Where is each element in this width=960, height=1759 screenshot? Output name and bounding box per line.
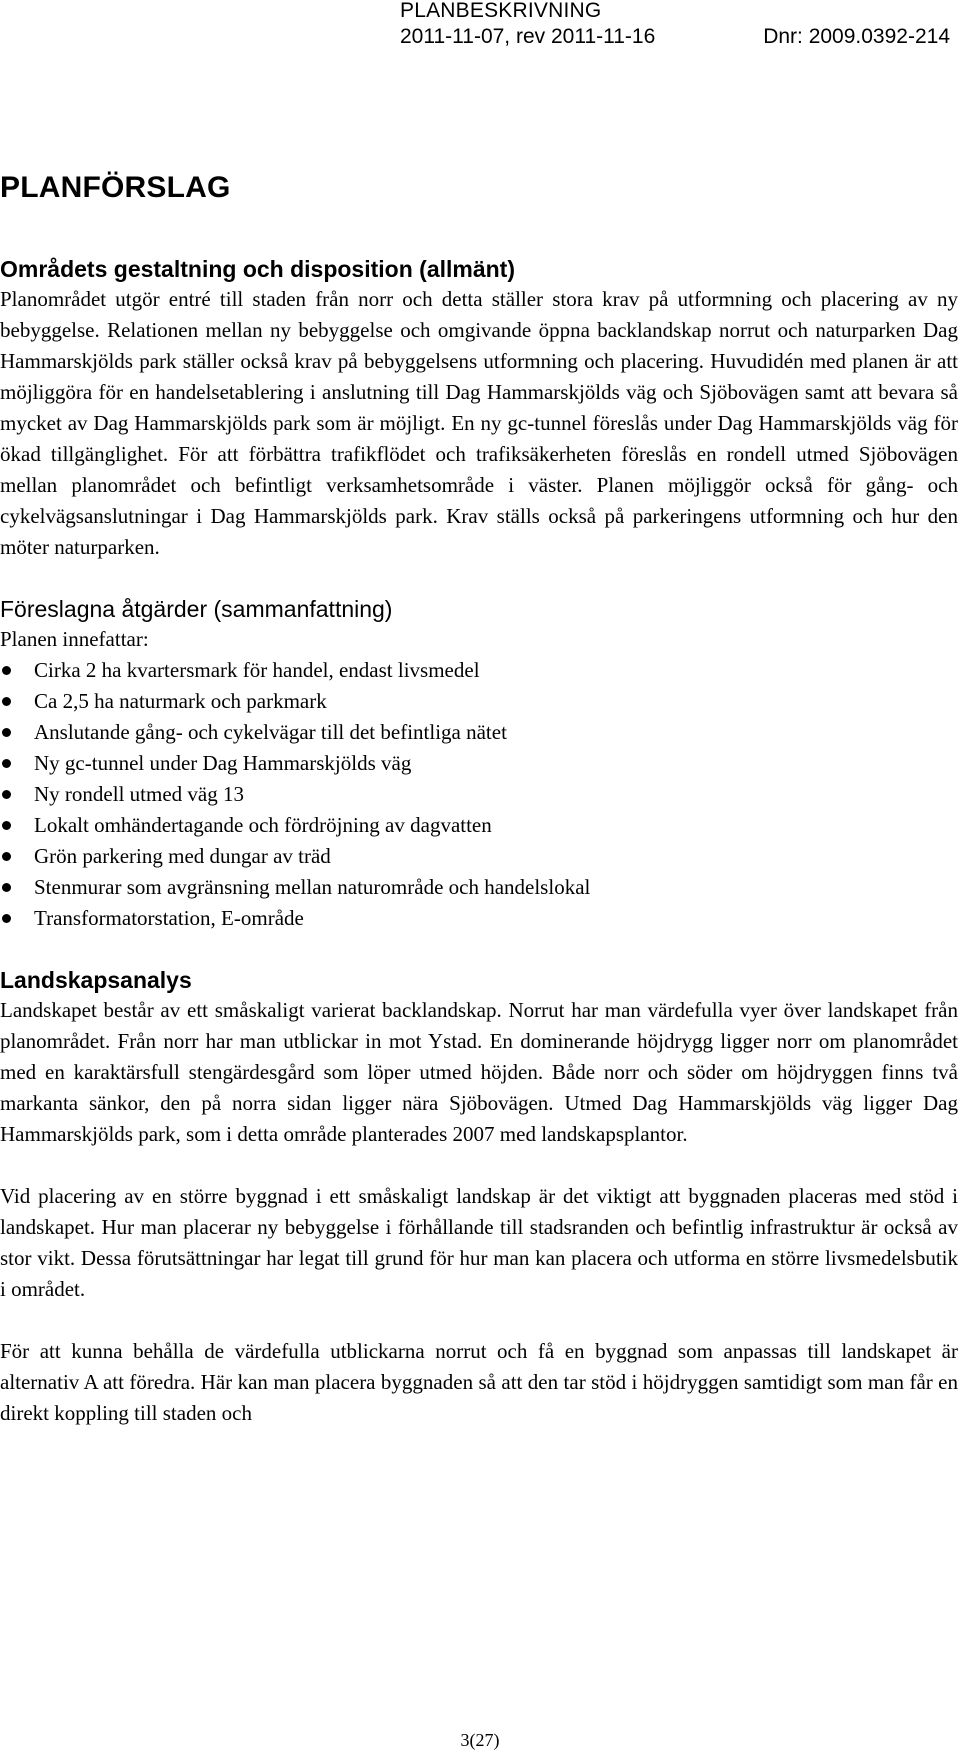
list-item-text: Lokalt omhändertagande och fördröjning av dagvatten bbox=[34, 813, 492, 837]
bullet-icon bbox=[2, 666, 11, 675]
spacer bbox=[0, 1150, 960, 1181]
bullet-icon bbox=[2, 697, 11, 706]
list-item bbox=[0, 903, 960, 934]
list-item bbox=[0, 779, 960, 810]
page-heading: PLANFÖRSLAG bbox=[0, 171, 231, 204]
list-item bbox=[0, 872, 960, 903]
bullet-icon bbox=[2, 790, 11, 799]
bullet-icon bbox=[2, 852, 11, 861]
list-item-text: Stenmurar som avgränsning mellan naturområde och handelslokal bbox=[34, 875, 591, 899]
list-item bbox=[0, 841, 960, 872]
list-item-text: Ny gc-tunnel under Dag Hammarskjölds väg bbox=[34, 751, 412, 775]
list-item bbox=[0, 686, 960, 717]
page-number: 3(27) bbox=[460, 1730, 500, 1750]
spacer bbox=[0, 934, 960, 965]
document-reference-number: Dnr: 2009.0392-214 bbox=[763, 25, 950, 48]
page-header bbox=[400, 0, 960, 60]
spacer bbox=[0, 1305, 960, 1336]
list-item bbox=[0, 655, 960, 686]
list-item-text: Transformatorstation, E-område bbox=[34, 906, 304, 930]
section-paragraph-landskap-2: Vid placering av en större byggnad i ett småskaligt landskap är det viktigt att byggnaden placeras med stöd i landskapet. Hur man placerar ny bebyggelse i förhållande till stadsranden och befintlig infrastruktur är också av stor vikt. Dessa förutsättningar har legat till grund för hur man kan placera och utforma en större livsmedelsbutik i området. bbox=[0, 1184, 958, 1301]
list-item-text: Anslutande gång- och cykelvägar till det befintliga nätet bbox=[34, 720, 507, 744]
list-item bbox=[0, 748, 960, 779]
document-body bbox=[0, 170, 960, 1429]
section-paragraph-gestaltning: Planområdet utgör entré till staden från norr och detta ställer stora krav på utformning och placering av ny bebyggelse. Relationen mellan ny bebyggelse och omgivande öppna backlandskap norrut och naturparken Dag Hammarskjölds park ställer också krav på bebyggelsens utformning och placering. Huvudidén med planen är att möjliggöra för en handelsetablering i anslutning till Dag Hammarskjölds väg och Sjöbovägen samt att bevara så mycket av Dag Hammarskjölds park som är möjligt. En ny gc-tunnel föreslås under Dag Hammarskjölds väg för ökad tillgänglighet. För att förbättra trafikflödet och trafiksäkerheten föreslås en rondell utmed Sjöbovägen mellan planområdet och befintligt verksamhetsområde i väster. Planen möjliggör också för gång- och cykelvägsanslutningar i Dag Hammarskjölds park. Krav ställs också på parkeringens utformning och hur den möter naturparken. bbox=[0, 287, 958, 559]
section-paragraph-landskap-1: Landskapet består av ett småskaligt varierat backlandskap. Norrut har man värdefulla vyer över landskapet från planområdet. Från norr har man utblickar in mot Ystad. En dominerande höjdrygg ligger norr om planområdet med en karaktärsfull stengärdesgård som löper utmed höjden. Både norr och söder om höjdryggen finns två markanta sänkor, den på norra sidan ligger nära Sjöbovägen. Utmed Dag Hammarskjölds väg ligger Dag Hammarskjölds park, som i detta område planterades 2007 med landskapsplantor. bbox=[0, 998, 958, 1146]
section-title-landskapsanalys: Landskapsanalys bbox=[0, 967, 192, 993]
bullet-icon bbox=[2, 759, 11, 768]
spacer bbox=[0, 563, 960, 594]
list-item-text: Ny rondell utmed väg 13 bbox=[34, 782, 244, 806]
list-item-text: Grön parkering med dungar av träd bbox=[34, 844, 331, 868]
list-item bbox=[0, 717, 960, 748]
section-title-atgarder: Föreslagna åtgärder (sammanfattning) bbox=[0, 596, 393, 622]
document-date: 2011-11-07, rev 2011-11-16 bbox=[400, 25, 656, 48]
measures-list bbox=[0, 655, 960, 934]
bullet-icon bbox=[2, 821, 11, 830]
list-intro: Planen innefattar: bbox=[0, 627, 149, 651]
bullet-icon bbox=[2, 728, 11, 737]
section-title-gestaltning: Områdets gestaltning och disposition (allmänt) bbox=[0, 256, 515, 282]
list-item-text: Ca 2,5 ha naturmark och parkmark bbox=[34, 689, 327, 713]
list-item bbox=[0, 810, 960, 841]
bullet-icon bbox=[2, 883, 11, 892]
bullet-icon bbox=[2, 914, 11, 923]
list-item-text: Cirka 2 ha kvartersmark för handel, endast livsmedel bbox=[34, 658, 480, 682]
document-type: PLANBESKRIVNING bbox=[400, 0, 602, 22]
section-paragraph-landskap-3: För att kunna behålla de värdefulla utblickarna norrut och få en byggnad som anpassas till landskapet är alternativ A att föredra. Här kan man placera byggnaden så att den tar stöd i höjdryggen samtidigt som man får en direkt koppling till staden och bbox=[0, 1339, 958, 1425]
